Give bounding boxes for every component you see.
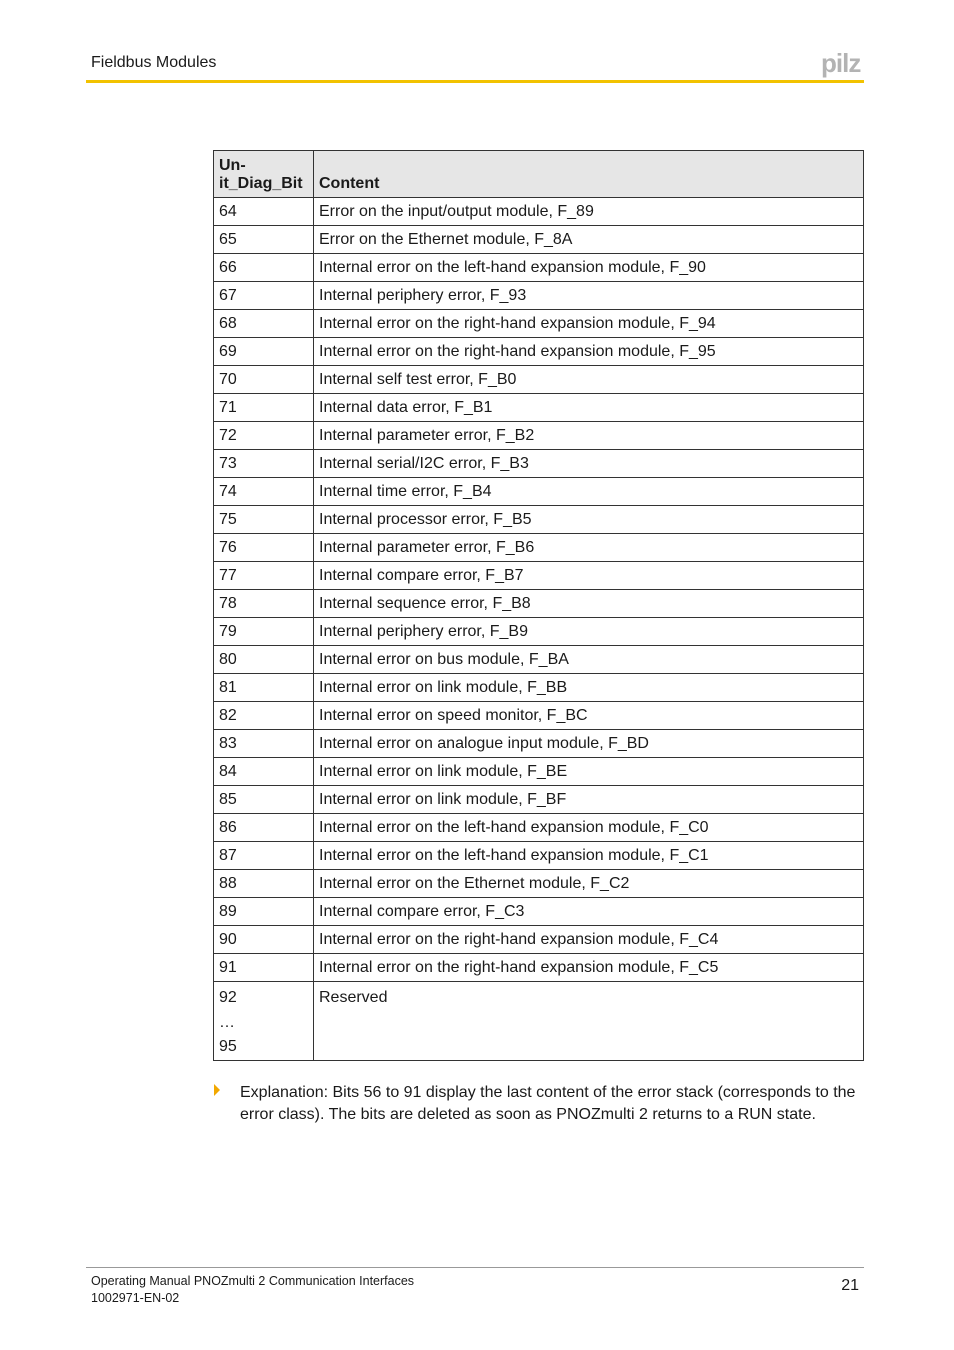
table-row: [214, 282, 864, 310]
cell-bit: 86: [214, 814, 314, 842]
table-row: [214, 422, 864, 450]
header-title: Fieldbus Modules: [91, 54, 217, 71]
cell-bit: 77: [214, 562, 314, 590]
cell-bit: 64: [214, 198, 314, 226]
column-header-bit: [214, 151, 314, 198]
footer-doc-number: 1002971-EN-02: [91, 1291, 180, 1305]
table-row: [214, 338, 864, 366]
table-row: [214, 786, 864, 814]
cell-content: Internal error on link module, F_BE: [314, 758, 864, 786]
cell-content: Internal periphery error, F_B9: [314, 618, 864, 646]
cell-content: Internal error on the right-hand expansion module, F_94: [314, 310, 864, 338]
table-row: [214, 702, 864, 730]
cell-content: Internal time error, F_B4: [314, 478, 864, 506]
diag-bit-table: [213, 150, 864, 1061]
column-header-bit-label: Un- it_Diag_Bit: [219, 157, 303, 192]
cell-bit: 74: [214, 478, 314, 506]
cell-content: Internal error on the right-hand expansion module, F_C4: [314, 926, 864, 954]
column-header-content: Content: [314, 151, 864, 198]
table-row: [214, 450, 864, 478]
table-row: [214, 646, 864, 674]
cell-bit: 73: [214, 450, 314, 478]
cell-content: Internal compare error, F_C3: [314, 898, 864, 926]
cell-bit: 80: [214, 646, 314, 674]
table-row: [214, 310, 864, 338]
table-row: [214, 226, 864, 254]
header-rule: [86, 80, 864, 83]
table-row: [214, 674, 864, 702]
bit-line: 95: [219, 1038, 237, 1055]
table-row: [214, 926, 864, 954]
explanation-text: Explanation: Bits 56 to 91 display the last content of the error stack (corresponds to the error class). The bits are deleted as soon as PNOZmulti 2 returns to a RUN state.: [240, 1084, 856, 1123]
cell-bit: 66: [214, 254, 314, 282]
table-row: [214, 590, 864, 618]
table-row: [214, 758, 864, 786]
cell-bit: 91: [214, 954, 314, 982]
cell-content: Internal parameter error, F_B2: [314, 422, 864, 450]
footer-left: [91, 1273, 414, 1307]
table-row: [214, 506, 864, 534]
cell-bit: 90: [214, 926, 314, 954]
cell-content: Internal error on the left-hand expansion module, F_C0: [314, 814, 864, 842]
cell-content: Internal self test error, F_B0: [314, 366, 864, 394]
table-row: [214, 730, 864, 758]
table-row: [214, 394, 864, 422]
cell-bit: [214, 982, 314, 1061]
cell-content: Internal sequence error, F_B8: [314, 590, 864, 618]
table-row: [214, 842, 864, 870]
table-row: [214, 366, 864, 394]
cell-content: Internal error on link module, F_BF: [314, 786, 864, 814]
cell-content: Internal error on the Ethernet module, F_C2: [314, 870, 864, 898]
table-row: [214, 954, 864, 982]
cell-bit: 79: [214, 618, 314, 646]
cell-bit: 82: [214, 702, 314, 730]
footer-rule: [86, 1267, 864, 1268]
cell-bit: 78: [214, 590, 314, 618]
bit-line: 92: [219, 989, 237, 1006]
cell-bit: 84: [214, 758, 314, 786]
table-row: [214, 898, 864, 926]
cell-content: Error on the Ethernet module, F_8A: [314, 226, 864, 254]
bullet-arrow-icon: [214, 1084, 220, 1096]
table-row: [214, 562, 864, 590]
cell-bit: 65: [214, 226, 314, 254]
cell-content: Internal error on the right-hand expansion module, F_95: [314, 338, 864, 366]
cell-bit: 76: [214, 534, 314, 562]
cell-bit: 87: [214, 842, 314, 870]
table-header-row: [214, 151, 864, 198]
cell-content: Internal error on bus module, F_BA: [314, 646, 864, 674]
cell-content: Internal periphery error, F_93: [314, 282, 864, 310]
cell-bit: 67: [214, 282, 314, 310]
cell-bit: 70: [214, 366, 314, 394]
cell-content: Internal data error, F_B1: [314, 394, 864, 422]
cell-bit: 71: [214, 394, 314, 422]
cell-content: Internal error on the left-hand expansion module, F_C1: [314, 842, 864, 870]
cell-content: Internal serial/I2C error, F_B3: [314, 450, 864, 478]
cell-content: Internal compare error, F_B7: [314, 562, 864, 590]
cell-bit: 75: [214, 506, 314, 534]
cell-content: Internal error on the left-hand expansion module, F_90: [314, 254, 864, 282]
cell-content: Internal processor error, F_B5: [314, 506, 864, 534]
cell-content: Internal error on the right-hand expansion module, F_C5: [314, 954, 864, 982]
table-row: [214, 478, 864, 506]
table-row-reserved: [214, 982, 864, 1061]
pilz-logo: [821, 50, 865, 78]
cell-content: Reserved: [314, 982, 864, 1061]
cell-bit: 81: [214, 674, 314, 702]
cell-content: Internal error on analogue input module, F_BD: [314, 730, 864, 758]
cell-bit: 83: [214, 730, 314, 758]
table-row: [214, 534, 864, 562]
cell-bit: 72: [214, 422, 314, 450]
table-row: [214, 254, 864, 282]
footer-manual-title: Operating Manual PNOZmulti 2 Communication Interfaces: [91, 1274, 415, 1288]
cell-bit: 68: [214, 310, 314, 338]
cell-content: Internal error on link module, F_BB: [314, 674, 864, 702]
cell-content: Internal error on speed monitor, F_BC: [314, 702, 864, 730]
page-number: 21: [841, 1277, 859, 1294]
table-row: [214, 198, 864, 226]
table-body: [214, 198, 864, 1061]
cell-bit: 88: [214, 870, 314, 898]
cell-content: Internal parameter error, F_B6: [314, 534, 864, 562]
cell-bit: 89: [214, 898, 314, 926]
table-row: [214, 814, 864, 842]
bit-line: …: [219, 1013, 235, 1031]
table-row: [214, 870, 864, 898]
cell-content: Error on the input/output module, F_89: [314, 198, 864, 226]
pilz-logo-text: pilz: [821, 50, 861, 78]
table-row: [214, 618, 864, 646]
cell-bit: 69: [214, 338, 314, 366]
cell-bit: 85: [214, 786, 314, 814]
